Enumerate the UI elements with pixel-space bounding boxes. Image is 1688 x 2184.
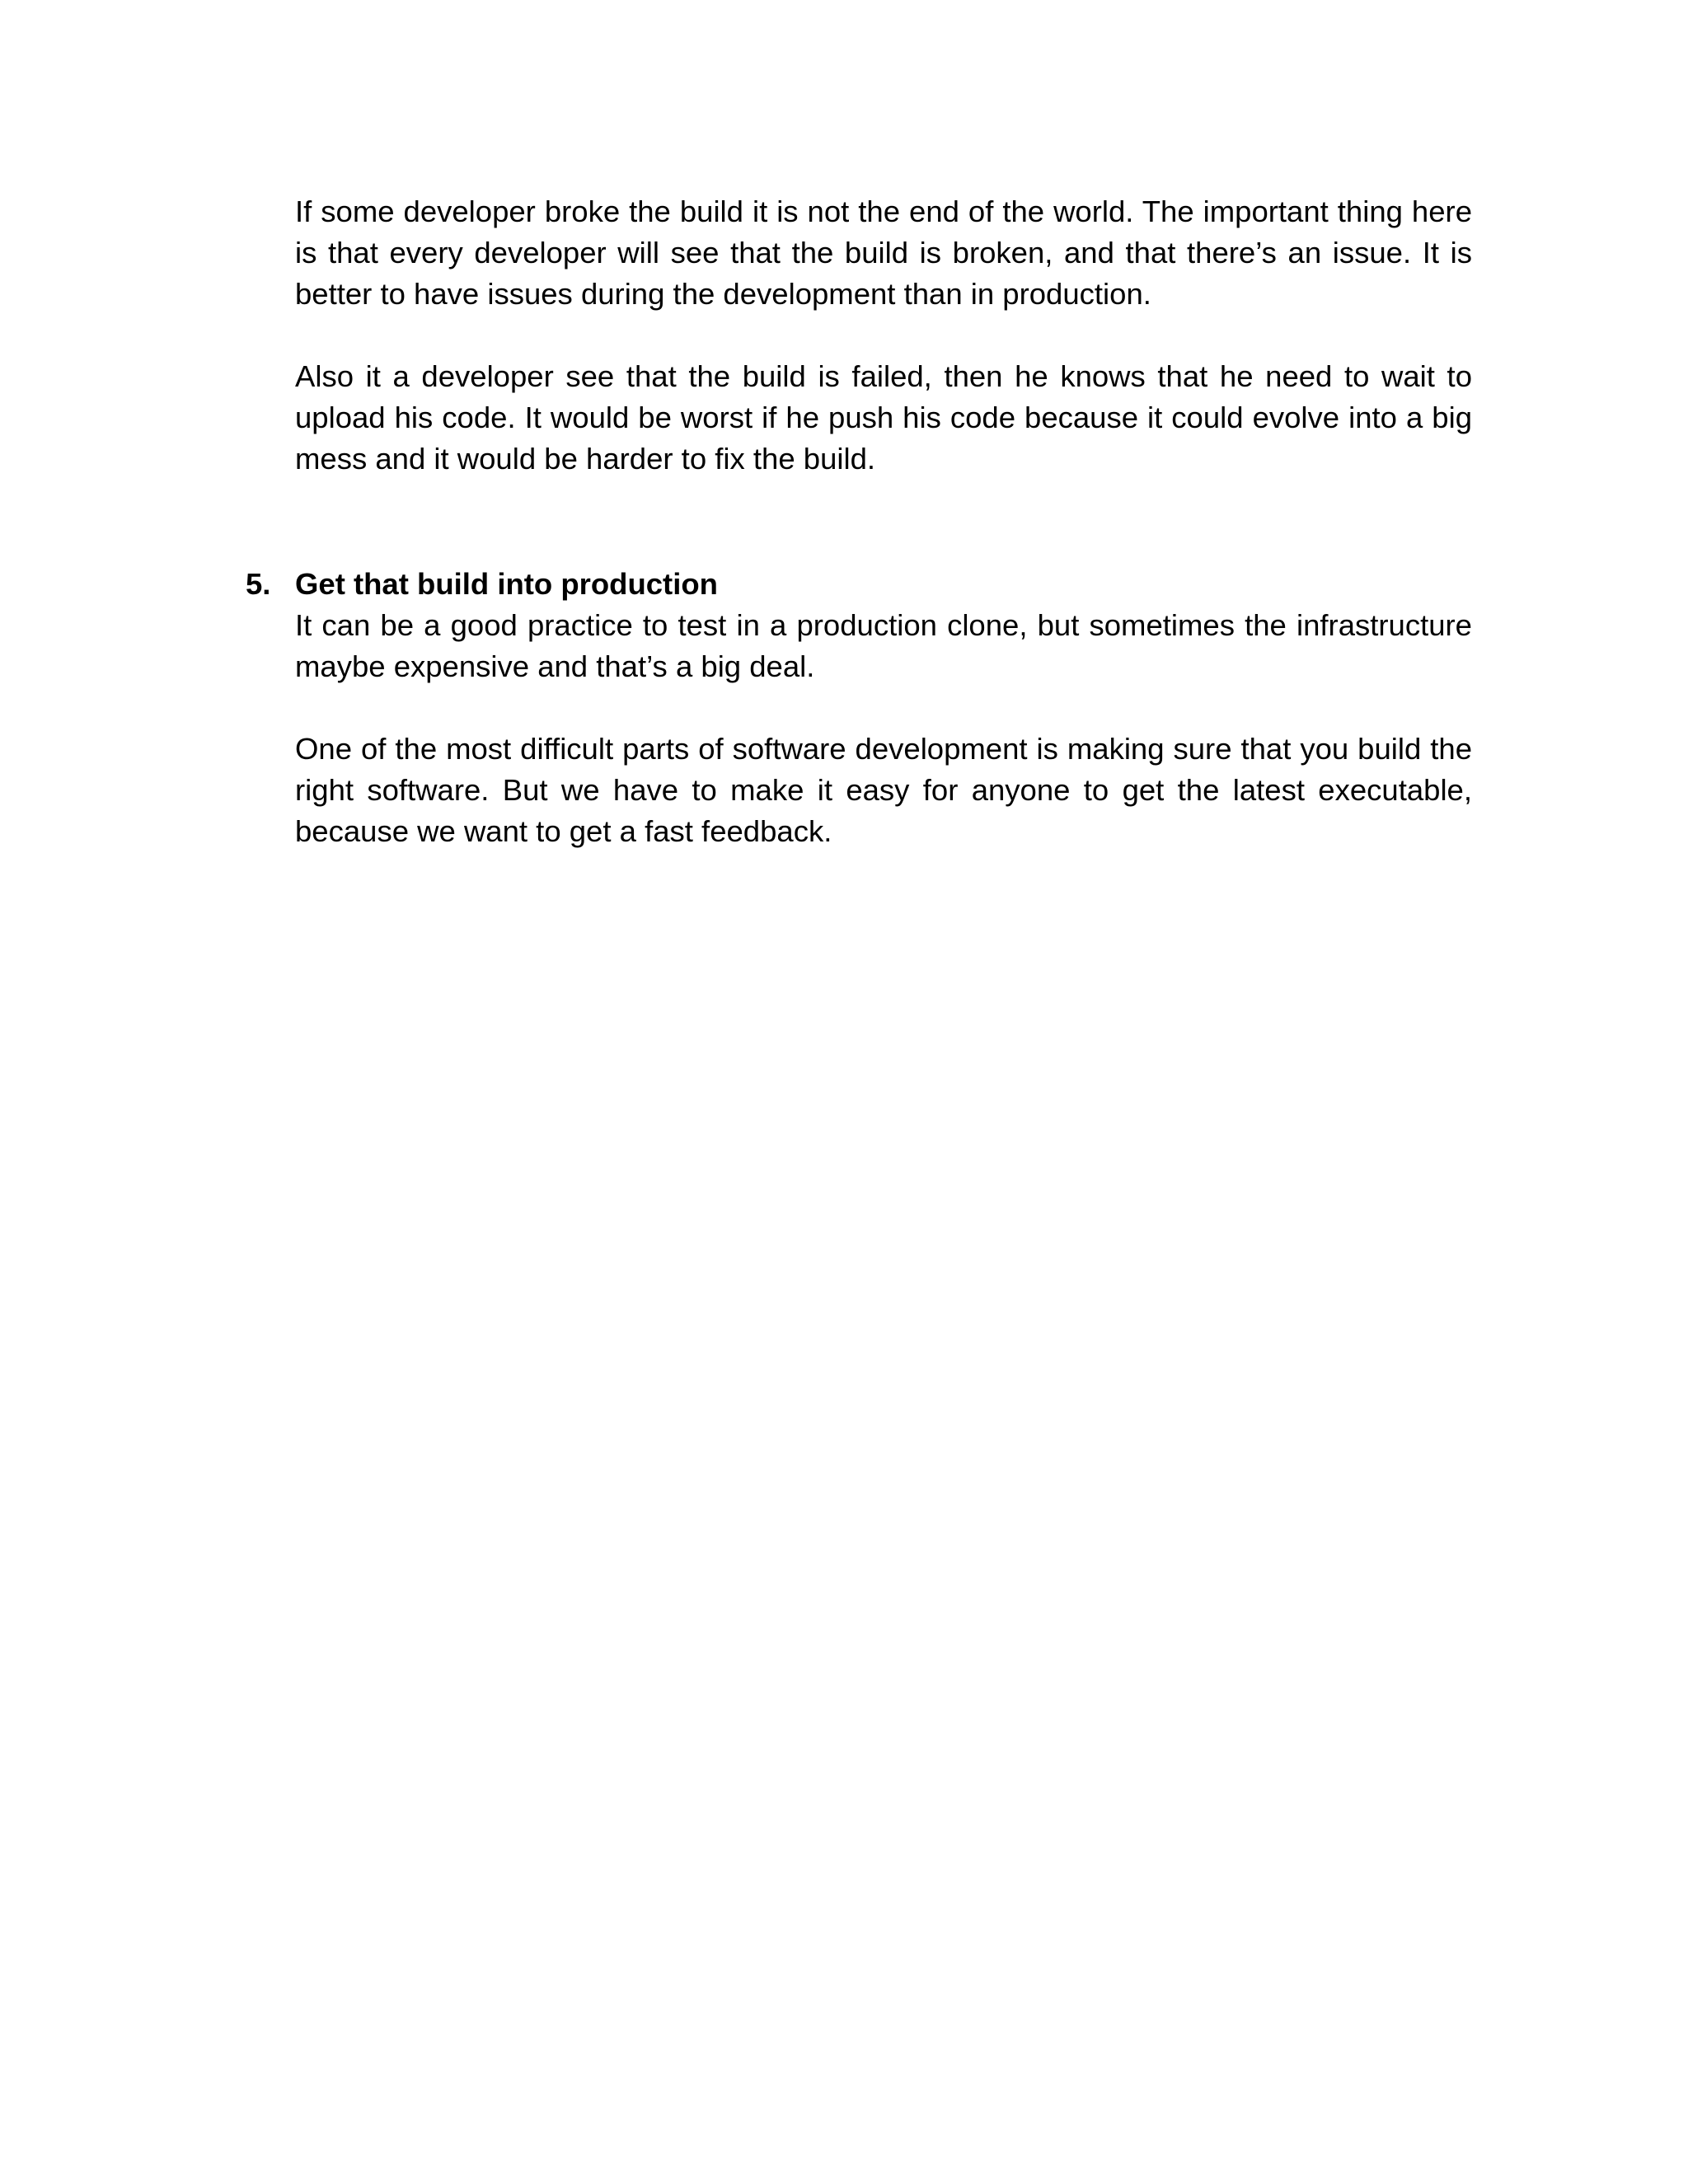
paragraph-spacer bbox=[295, 687, 1472, 729]
paragraph-fast-feedback: One of the most difficult parts of software development is making sure that you build the right software. But we have to make it easy for anyone to get the latest executable, because we want to get a fast feedback. bbox=[295, 732, 1472, 848]
document-body bbox=[246, 191, 1472, 852]
paragraph-wait-upload: Also it a developer see that the build is failed, then he knows that he need to wait to upload his code. It would be worst if he push his code because it could evolve into a big mess and it would be harder to fix the build. bbox=[295, 359, 1472, 476]
section-spacer bbox=[295, 480, 1472, 564]
paragraph-spacer bbox=[295, 315, 1472, 356]
paragraph-broken-build: If some developer broke the build it is not the end of the world. The important thing here is that every developer will see that the build is broken, and that there’s an issue. It is better to have issues during the development than in production. bbox=[295, 194, 1472, 311]
paragraph-production-clone: It can be a good practice to test in a production clone, but sometimes the infrastructure maybe expensive and that’s a big deal. bbox=[295, 608, 1472, 683]
list-item-section-5 bbox=[246, 564, 1472, 852]
list-number: 5. bbox=[246, 567, 271, 601]
section-heading: Get that build into production bbox=[295, 567, 718, 601]
